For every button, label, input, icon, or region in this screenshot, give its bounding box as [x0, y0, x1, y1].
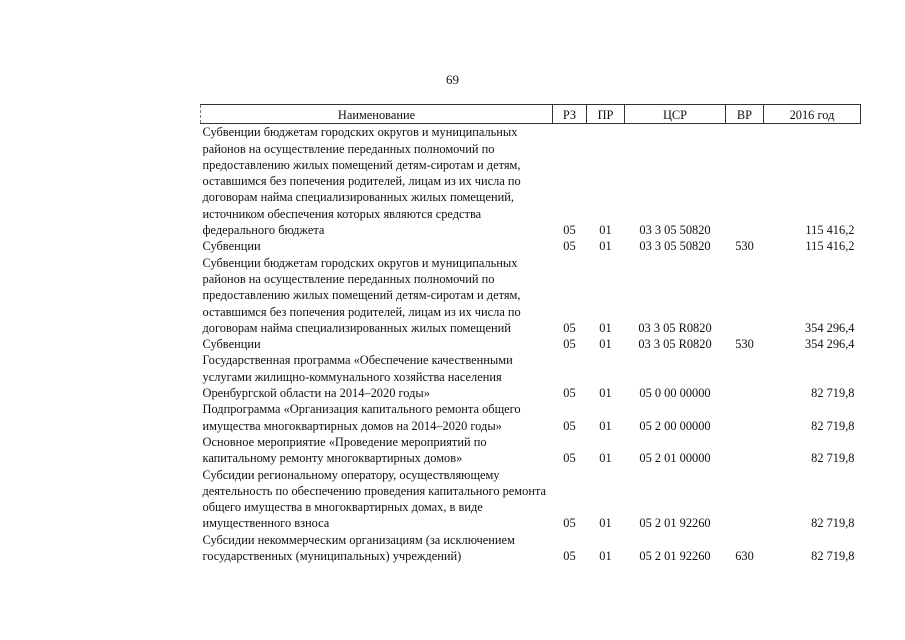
- row-name: Субсидии региональному оператору, осуществляющему деятельность по обеспечению проведения капитального ремонта общего имущества в многоквартирных домах, в виде имущественного взноса: [202, 467, 547, 531]
- row-csr: 05 2 01 92260: [639, 516, 711, 531]
- table-row: [201, 532, 861, 565]
- row-rz: 05: [563, 418, 576, 433]
- row-vr: 630: [735, 549, 754, 564]
- header-year: 2016 год: [764, 105, 861, 124]
- row-amount: 82 719,8: [811, 451, 855, 466]
- row-amount: 354 296,4: [804, 337, 855, 352]
- table-row: [201, 352, 861, 401]
- row-rz: 05: [563, 223, 576, 238]
- row-name: Основное мероприятие «Проведение мероприятий по капитальному ремонту многоквартирных домов»: [202, 434, 487, 466]
- row-amount: 82 719,8: [811, 516, 855, 531]
- header-pr: ПР: [587, 105, 625, 124]
- row-rz: 05: [563, 516, 576, 531]
- row-pr: 01: [599, 386, 612, 401]
- row-pr: 01: [599, 549, 612, 564]
- row-vr: [726, 352, 764, 401]
- header-csr: ЦСР: [625, 105, 726, 124]
- row-pr: 01: [599, 239, 612, 254]
- row-vr: [726, 255, 764, 336]
- row-amount: 115 416,2: [805, 223, 855, 238]
- row-name: Государственная программа «Обеспечение качественными услугами жилищно-коммунального хозяйства населения Оренбургской области на 2014–2020 годы»: [202, 353, 513, 401]
- row-amount: 82 719,8: [811, 549, 855, 564]
- row-name: Субвенции: [202, 337, 261, 352]
- row-csr: 03 3 05 R0820: [638, 337, 712, 352]
- row-csr: 03 3 05 R0820: [638, 320, 712, 335]
- row-amount: 354 296,4: [804, 320, 855, 335]
- row-amount: 115 416,2: [805, 239, 855, 254]
- table-row: [201, 434, 861, 467]
- header-vr: ВР: [726, 105, 764, 124]
- row-rz: 05: [563, 451, 576, 466]
- row-rz: 05: [563, 239, 576, 254]
- row-name: Субвенции: [202, 239, 261, 254]
- row-name: Подпрограмма «Организация капитального ремонта общего имущества многоквартирных домов на 2014–2020 годы»: [202, 402, 521, 433]
- row-vr: [726, 467, 764, 532]
- row-pr: 01: [599, 451, 612, 466]
- row-vr: 530: [735, 337, 754, 352]
- row-csr: 03 3 05 50820: [639, 223, 711, 238]
- row-csr: 03 3 05 50820: [639, 239, 711, 254]
- row-vr: [726, 401, 764, 434]
- row-rz: 05: [563, 337, 576, 352]
- row-pr: 01: [599, 223, 612, 238]
- table-row: [201, 124, 861, 239]
- row-amount: 82 719,8: [811, 386, 855, 401]
- page-number: 69: [446, 72, 459, 87]
- row-name: Субвенции бюджетам городских округов и муниципальных районов на осуществление переданных полномочий по предоставлению жилых помещений детям-сиротам и детям, оставшимся без попечения родителей, лицам из их числа по договорам найма специализированных жилых помещений, источником обеспечения которых являются средства федерального бюджета: [202, 125, 521, 238]
- row-csr: 05 2 01 00000: [639, 451, 711, 466]
- table-header-row: [201, 105, 861, 124]
- row-amount: 82 719,8: [811, 418, 855, 433]
- row-csr: 05 0 00 00000: [639, 386, 711, 401]
- row-vr: 530: [735, 239, 754, 254]
- row-rz: 05: [563, 386, 576, 401]
- budget-table: [200, 104, 861, 564]
- table-row: [201, 336, 861, 352]
- row-name: Субвенции бюджетам городских округов и муниципальных районов на осуществление переданных полномочий по предоставлению жилых помещений детям-сиротам и детям, оставшимся без попечения родителей, лицам из их числа по договорам найма специализированных жилых помещений: [202, 255, 521, 335]
- row-csr: 05 2 01 92260: [639, 549, 711, 564]
- header-name: Наименование: [201, 105, 553, 124]
- header-rz: РЗ: [553, 105, 587, 124]
- row-pr: 01: [599, 418, 612, 433]
- row-pr: 01: [599, 516, 612, 531]
- table-row: [201, 401, 861, 434]
- table-row: [201, 238, 861, 254]
- table-row: [201, 467, 861, 532]
- row-vr: [726, 434, 764, 467]
- table-row: [201, 255, 861, 336]
- row-pr: 01: [599, 320, 612, 335]
- row-rz: 05: [563, 320, 576, 335]
- row-rz: 05: [563, 549, 576, 564]
- row-name: Субсидии некоммерческим организациям (за исключением государственных (муниципальных) учреждений): [202, 532, 515, 564]
- row-csr: 05 2 00 00000: [639, 418, 711, 433]
- row-vr: [726, 124, 764, 239]
- row-pr: 01: [599, 337, 612, 352]
